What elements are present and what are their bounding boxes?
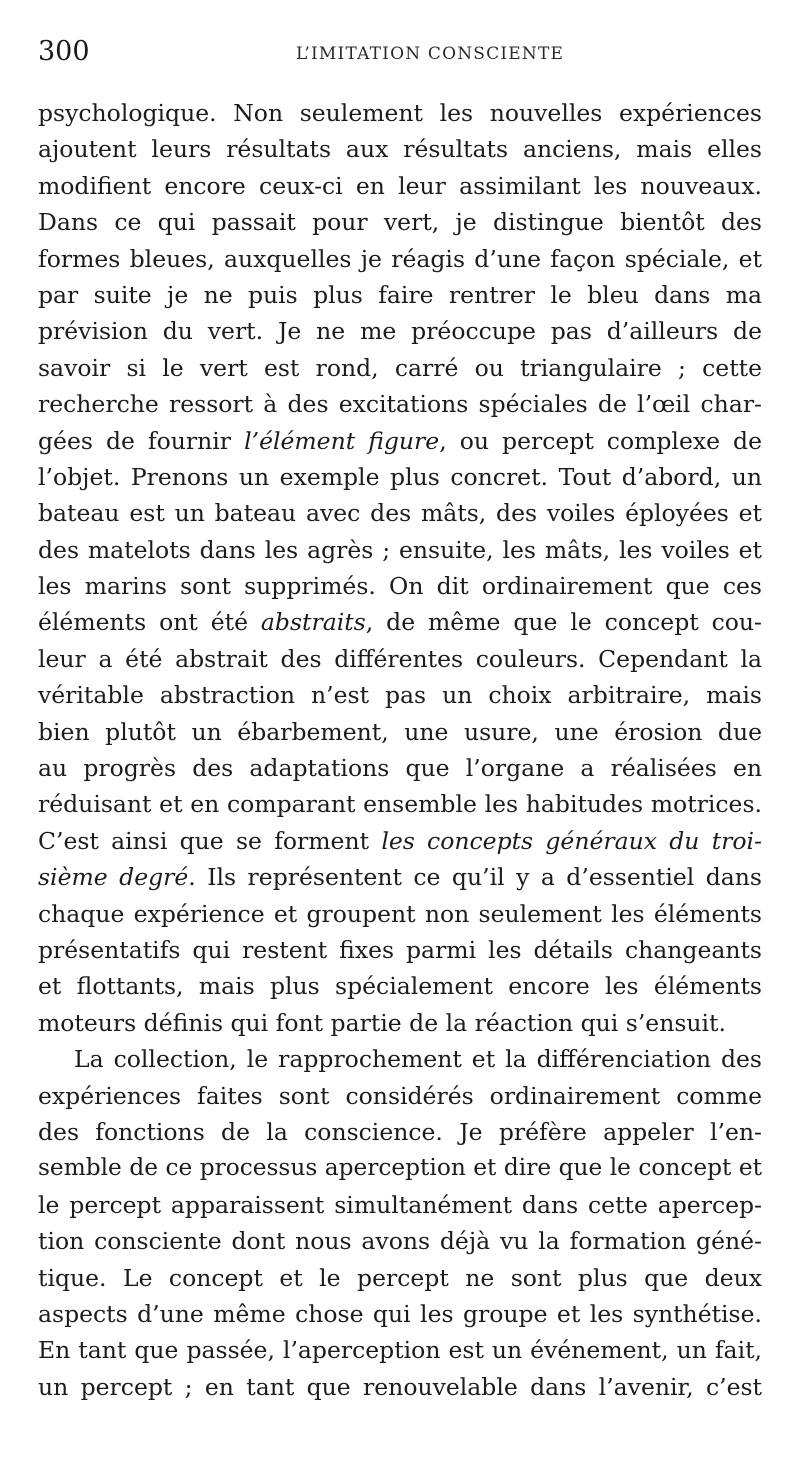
text-line — [38, 313, 762, 349]
body-text — [38, 95, 762, 1405]
text-line — [38, 1041, 762, 1077]
text-segment: recherche ressort à des excitations spéciales de l’œil char- — [38, 390, 762, 419]
page-header — [38, 36, 762, 76]
text-line — [38, 241, 762, 277]
text-segment: , ou percept complexe de — [439, 426, 762, 455]
text-line — [38, 532, 762, 568]
text-line — [38, 823, 762, 859]
text-segment: les marins sont supprimés. On dit ordinairement que ces — [38, 572, 762, 601]
text-line — [38, 859, 762, 895]
text-segment: au progrès des adaptations que l’organe a réalisées en — [38, 754, 762, 783]
text-line — [38, 604, 762, 640]
text-segment: des fonctions de la conscience. Je préfère appeler l’en- — [38, 1117, 762, 1146]
italic-text: abstraits — [260, 608, 366, 637]
text-line — [38, 1223, 762, 1259]
text-segment: Dans ce qui passait pour vert, je distingue bientôt des — [38, 208, 762, 237]
italic-text: l’élément figure — [244, 426, 440, 455]
text-line — [38, 95, 762, 131]
text-segment: véritable abstraction n’est pas un choix arbitraire, mais — [38, 681, 762, 710]
text-segment: psychologique. Non seulement les nouvelles expériences — [38, 99, 762, 127]
text-segment: des matelots dans les agrès ; ensuite, les mâts, les voiles et — [38, 535, 762, 564]
text-segment: réduisant et en comparant ensemble les habitudes motrices. — [38, 790, 762, 819]
text-line — [38, 750, 762, 786]
text-segment: . Ils représentent ce qu’il y a d’essentiel dans — [188, 863, 762, 892]
text-segment: et flottants, mais plus spécialement encore les éléments — [38, 972, 762, 1001]
text-line — [38, 350, 762, 386]
text-line — [38, 459, 762, 495]
text-segment: ajoutent leurs résultats aux résultats anciens, mais elles — [38, 135, 762, 164]
text-segment: le percept apparaissent simultanément dans cette apercep- — [38, 1190, 762, 1219]
text-segment: l’objet. Prenons un exemple plus concret. Tout d’abord, un — [38, 462, 762, 491]
text-line — [38, 677, 762, 713]
text-line — [38, 168, 762, 204]
page-number: 300 — [38, 36, 90, 67]
text-line — [38, 204, 762, 240]
text-segment: bateau est un bateau avec des mâts, des voiles éployées et — [38, 499, 762, 528]
text-segment: modifient encore ceux-ci en leur assimilant les nouveaux. — [38, 171, 762, 200]
text-line — [38, 1114, 762, 1150]
text-segment: aspects d’une même chose qui les groupe et les synthétise. — [38, 1299, 762, 1328]
text-segment: La collection, le rapprochement et la différenciation des — [74, 1045, 762, 1074]
text-segment: éléments ont été — [38, 608, 261, 637]
text-line — [38, 1150, 762, 1186]
text-line — [38, 1005, 762, 1041]
text-segment: , de même que le concept cou- — [365, 608, 762, 637]
text-line — [38, 1296, 762, 1332]
text-segment: savoir si le vert est rond, carré ou triangulaire ; cette — [38, 353, 762, 382]
text-segment: gées de fournir — [38, 426, 245, 455]
text-segment: bien plutôt un ébarbement, une usure, une érosion due — [38, 717, 762, 746]
text-segment: C’est ainsi que se forment — [38, 826, 382, 855]
text-line — [38, 386, 762, 422]
text-segment: moteurs définis qui font partie de la réaction qui s’ensuit. — [38, 1008, 726, 1037]
text-line — [38, 495, 762, 531]
text-segment: formes bleues, auxquelles je réagis d’une façon spéciale, et — [38, 244, 762, 273]
text-segment: tion consciente dont nous avons déjà vu la formation géné- — [38, 1227, 762, 1256]
text-segment: semble de ce processus aperception et dire que le concept et — [38, 1154, 762, 1182]
text-line — [38, 277, 762, 313]
text-segment: expériences faites sont considérés ordinairement comme — [38, 1081, 762, 1110]
text-line — [38, 423, 762, 459]
text-segment: chaque expérience et groupent non seulement les éléments — [38, 899, 762, 928]
text-line — [38, 1369, 762, 1405]
text-segment: un percept ; en tant que renouvelable dans l’avenir, c’est — [38, 1372, 762, 1401]
text-line — [38, 932, 762, 968]
text-line — [38, 1078, 762, 1114]
text-line — [38, 714, 762, 750]
text-line — [38, 896, 762, 932]
italic-text: les concepts généraux du troi- — [381, 826, 762, 855]
text-line — [38, 968, 762, 1004]
text-segment: par suite je ne puis plus faire rentrer le bleu dans ma — [38, 280, 762, 309]
text-line — [38, 1332, 762, 1368]
text-line — [38, 568, 762, 604]
text-line — [38, 1260, 762, 1296]
text-segment: tique. Le concept et le percept ne sont plus que deux — [38, 1263, 762, 1292]
text-line — [38, 786, 762, 822]
text-segment: présentatifs qui restent fixes parmi les détails changeants — [38, 935, 762, 964]
text-segment: prévision du vert. Je ne me préoccupe pas d’ailleurs de — [38, 317, 762, 346]
text-line — [38, 641, 762, 677]
text-segment: En tant que passée, l’aperception est un événement, un fait, — [38, 1336, 762, 1365]
text-line — [38, 131, 762, 167]
running-title: L’IMITATION CONSCIENTE — [296, 44, 565, 64]
text-segment: leur a été abstrait des différentes couleurs. Cependant la — [38, 644, 762, 673]
text-line — [38, 1187, 762, 1223]
italic-text: sième degré — [38, 863, 189, 892]
